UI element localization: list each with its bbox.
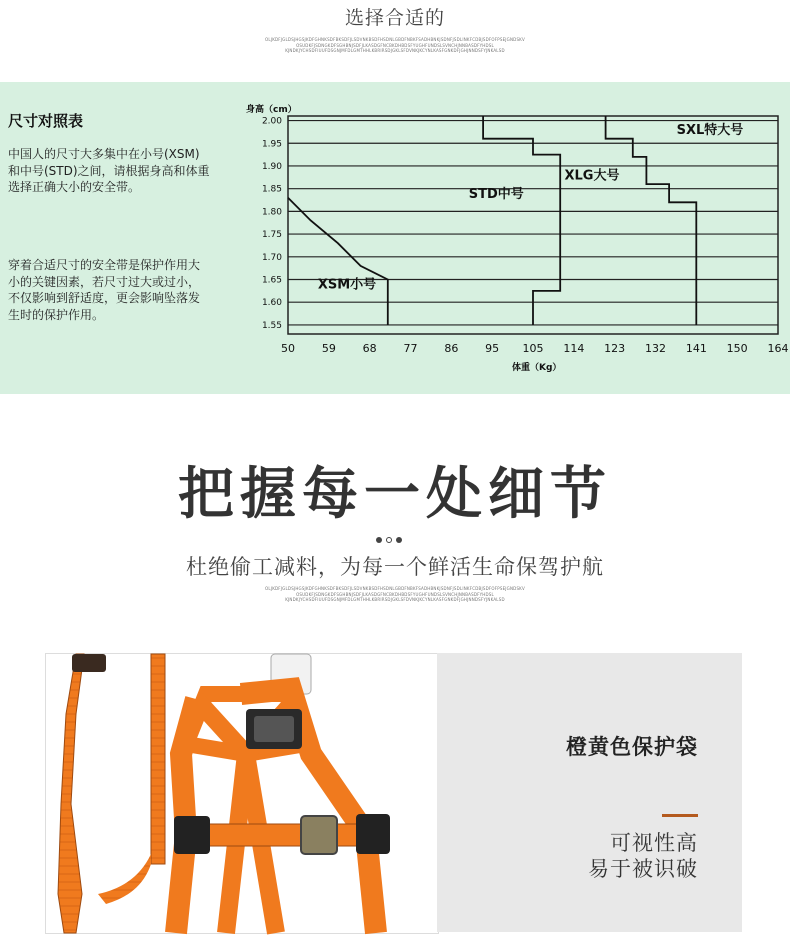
desc-line: 中国人的尺寸大多集中在小号(XSM) bbox=[8, 147, 200, 161]
size-region-label: SXL特大号 bbox=[676, 123, 744, 139]
y-tick-label: 1.75 bbox=[261, 230, 282, 241]
size-desc-1 bbox=[8, 146, 248, 196]
y-tick-label: 1.90 bbox=[261, 161, 282, 172]
fine-print-line: KJNDKJYCHSDFIUUFDSGNJMFDLGMTHHLKBRIRSDJGKLSFDVNKJKCYNLKASFGNKDFJGHJNNDSFYJNKALSD bbox=[285, 597, 505, 602]
x-tick-label: 150 bbox=[726, 342, 748, 355]
size-boundary bbox=[483, 116, 560, 325]
size-desc-2 bbox=[8, 257, 248, 323]
desc-line: 和中号(STD)之间，请根据身高和体重 bbox=[8, 163, 210, 178]
x-tick-label: 95 bbox=[485, 342, 500, 355]
accent-divider bbox=[662, 814, 698, 817]
x-tick-label: 164 bbox=[767, 342, 789, 355]
feature-line: 易于被识破 bbox=[588, 857, 698, 881]
size-boundary bbox=[606, 116, 697, 325]
x-tick-label: 105 bbox=[522, 342, 544, 355]
feature-line: 可视性高 bbox=[610, 831, 698, 855]
top-title: 选择合适的 bbox=[344, 7, 445, 29]
dot-icon bbox=[386, 537, 392, 543]
y-tick-label: 1.65 bbox=[261, 275, 282, 286]
size-boundary bbox=[288, 198, 388, 325]
y-tick-label: 1.60 bbox=[261, 298, 282, 309]
x-axis-label: 体重（Kg） bbox=[512, 363, 562, 373]
desc-line: 小的关键因素，若尺寸过大或过小， bbox=[8, 274, 201, 289]
x-tick-label: 114 bbox=[563, 342, 585, 355]
detail-subtitle: 杜绝偷工减料，为每一个鲜活生命保驾护航 bbox=[186, 555, 604, 579]
size-chart bbox=[230, 98, 789, 383]
feature-title: 橙黄色保护袋 bbox=[566, 735, 698, 759]
size-region-label: STD中号 bbox=[468, 186, 524, 202]
x-tick-label: 86 bbox=[444, 342, 459, 355]
x-tick-label: 141 bbox=[685, 342, 707, 355]
desc-line: 选择正确大小的安全带。 bbox=[8, 180, 141, 194]
fine-print-line: KJNDKJYCHSDFIUUFDSGNJMFDLGMTHHLKBRIRSDJGKLSFDVNKJKCYNLKASFGNKDFJGHJNNDSFYJNKALSD bbox=[285, 48, 505, 53]
desc-line: 穿着合适尺寸的安全带是保护作用大 bbox=[8, 258, 201, 272]
x-tick-label: 123 bbox=[604, 342, 626, 355]
fine-print-line: OSUDKFJSDNGKDFSGHBNJSDFJLKASDGFNCBKDHBDSFYUGHFUNDSLSVNCHJNNBASDFYHDSL bbox=[296, 42, 494, 48]
y-tick-label: 1.70 bbox=[261, 252, 282, 263]
harness-photo bbox=[45, 653, 439, 934]
x-tick-label: 77 bbox=[403, 342, 418, 355]
detail-title: 把握每一处细节 bbox=[178, 462, 612, 527]
y-tick-label: 2.00 bbox=[261, 116, 282, 127]
fine-print-line: OSUDKFJSDNGKDFSGHBNJSDFJLKASDGFNCBKDHBDSFYUGHFUNDSLSVNCHJNNBASDFYHDSL bbox=[296, 591, 494, 597]
dots-decoration bbox=[374, 528, 404, 547]
fine-print-line: OLJKDFJGLDSJHGSJKDFGHNKSDFBKSDFJLSDVNKBSDFHSDNLGBDFNBKFSADHBNKJSDNFJSDLINKFCDBJSDFOFPSEJGNDSKV bbox=[265, 586, 525, 591]
y-tick-label: 1.85 bbox=[261, 184, 282, 195]
y-axis-label: 身高（cm） bbox=[246, 105, 297, 115]
x-tick-label: 132 bbox=[645, 342, 666, 355]
size-chart-section bbox=[0, 82, 790, 394]
size-region-label: XLG大号 bbox=[564, 168, 620, 184]
size-region-label: XSM小号 bbox=[317, 277, 377, 293]
feature-panel bbox=[437, 653, 742, 932]
dot-icon bbox=[396, 537, 402, 543]
fine-print bbox=[220, 586, 570, 603]
desc-line: 不仅影响到舒适度，更会影响坠落发 bbox=[8, 291, 201, 305]
size-chart-title: 尺寸对照表 bbox=[8, 112, 84, 130]
y-tick-label: 1.95 bbox=[261, 139, 282, 150]
x-tick-label: 59 bbox=[321, 342, 336, 355]
desc-line: 生时的保护作用。 bbox=[8, 307, 105, 322]
fine-print-line: OLJKDFJGLDSJHGSJKDFGHNKSDFBKSDFJLSDVNKBSDFHSDNLGBDFNBKFSADHBNKJSDNFJSDLINKFCDBJSDFOFPSEJGNDSKV bbox=[265, 37, 525, 42]
safety-harness-icon bbox=[46, 654, 438, 933]
y-tick-label: 1.55 bbox=[261, 320, 282, 331]
x-tick-label: 68 bbox=[362, 342, 377, 355]
y-tick-label: 1.80 bbox=[261, 207, 282, 218]
dot-icon bbox=[376, 537, 382, 543]
fine-print bbox=[220, 37, 570, 54]
feature-text bbox=[588, 830, 698, 882]
x-tick-label: 50 bbox=[281, 342, 295, 355]
